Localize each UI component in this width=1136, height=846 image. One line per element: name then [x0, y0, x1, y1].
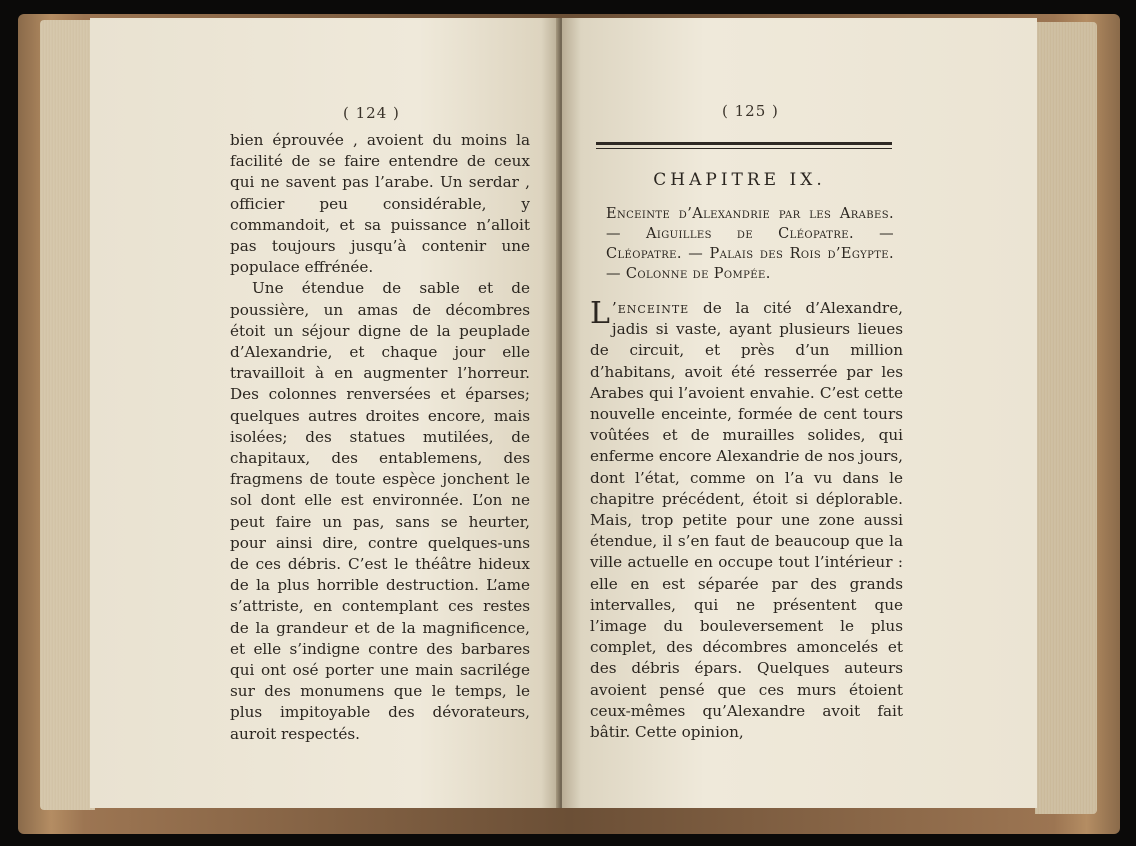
right-page-number: ( 125 ): [722, 102, 779, 120]
left-page-number: ( 124 ): [343, 104, 400, 122]
page-edges-right: [1035, 22, 1097, 814]
right-page: [562, 18, 1037, 808]
right-body-text: de la cité d’Alexandre, jadis si vaste, ayant plusieurs lieues de circuit, et près d’un million d’habitans, avoit été resserrée par les Arabes qui l’avoient envahie. C’est cette nouvelle enceinte, formée de cent tours voûtées et de murailles solides, qui enferme encore Alexandrie de nos jours, dont l’état, comme on l’a vu dans le chapitre précédent, étoit si déplorable. Mais, trop petite pour une zone aussi étendue, il s’en faut de beaucoup que la ville actuelle en occupe tout l’intérieur : elle en est séparée par des grands intervalles, qui ne présentent que l’image du bouleversement le plus complet, des décombres amoncelés et des débris épars. Quelques auteurs avoient pensé que ces murs étoient ceux-mêmes qu’Alexandre avoit fait bâtir. Cette opinion,: [590, 299, 904, 742]
chapter-title: CHAPITRE IX.: [653, 170, 826, 190]
left-paragraph-2: Une étendue de sable et de poussière, un amas de décombres étoit un séjour digne de la peuplade d’Alexandrie, et chaque jour elle travailloit à en augmenter l’horreur. Des colonnes renversées et éparses; quelques autres droites encore, mais isolées; des statues mutilées, de chapitaux, des entablemens, des fragmens de toute espèce jonchent le sol dont elle est environnée. L’on ne peut faire un pas, sans se heurter, pour ainsi dire, contre quelques-uns de ces débris. C’est le théâtre hideux de la plus horrible destruction. L’ame s’attriste, en contemplant ces restes de la grandeur et de la magnificence, et elle s’indigne contre des barbares qui ont osé porter une main sacrilége sur des monumens que le temps, le plus impitoyable des dévorateurs, auroit respectés.: [230, 279, 530, 743]
chapter-rule-thin: [596, 148, 892, 149]
chapter-rule-thick: [596, 142, 892, 145]
drop-cap: L: [590, 296, 610, 331]
left-page-text: [230, 130, 530, 745]
first-word: ’enceinte: [611, 299, 690, 317]
left-paragraph-1: bien éprouvée , avoient du moins la facilité de se faire entendre de ceux qui ne savent pas l’arabe. Un serdar , officier peu considérable, y commandoit, et sa puissance n’alloit pas toujours jusqu’à contenir une populace effrénée.: [230, 131, 530, 277]
right-page-text: [590, 298, 903, 743]
chapter-summary: Enceinte d’Alexandrie par les Arabes. — Aiguilles de Cléopatre. — Cléopatre. — Palais des Rois d’Egypte. — Colonne de Pompée.: [606, 206, 894, 282]
left-page: [90, 18, 560, 808]
page-edges-left: [40, 20, 95, 810]
